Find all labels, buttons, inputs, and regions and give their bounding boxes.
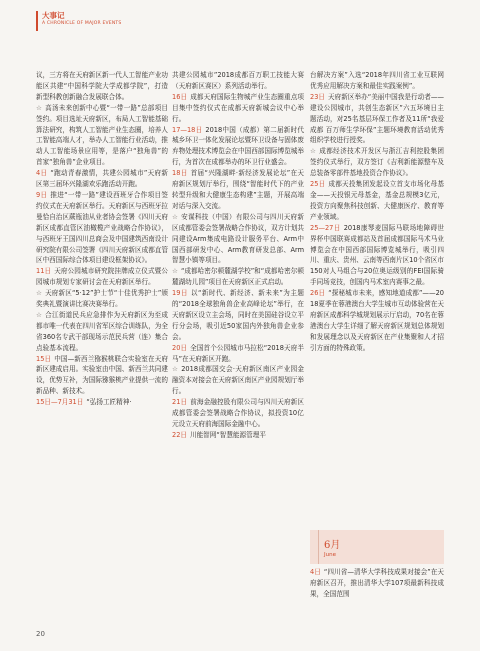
entry-date: 15日—7月31日 [36,398,84,407]
entry-text: 全国首个公园城市马拉松“2018天府半马”在天府新区开跑。 [172,343,304,363]
chronicle-entry [172,266,304,288]
entry-text: 2018中国（成都）第二届新时代城乡环卫一体化发展论坛暨环卫设备与固体废弃物处理技术博览会在中国西部国际博览城举行，为首次在成都举办的环卫行业盛会。 [172,125,305,167]
month-band [310,530,444,564]
month-band-rule [318,530,319,564]
chronicle-entry [310,70,444,92]
chronicle-entry [172,430,304,441]
entry-text: 合江街道民兵应急排作为天府新区为至成都市唯一代表在四川省军区综合训练队，为全省360名专武干部现场示范民兵营（连）集合点验基本流程。 [36,310,168,352]
entry-text: 成都天府国际生物城产业生态圈重点项目集中签约仪式在成都天府新城会议中心举行。 [172,92,305,123]
column-3 [310,70,444,354]
chronicle-entry [36,354,168,398]
entry-date: 20日 [172,343,188,352]
entry-text: 2018成都国交会·天府新区南区产业园金融资本对接会在天府新区南区产业园规划厅举行。 [172,365,304,396]
chronicle-entry [310,223,444,288]
chronicle-entry [310,179,444,223]
chronicle-entry [172,212,304,267]
chronicle-entry [36,190,168,266]
chronicle-entry [310,567,444,600]
same-day-star-icon: ☆ [36,310,43,319]
entry-text: “探秘城市未来，感知地道成都”——2018夏季在蓉港澳台大学生城市互动体验营在天府新区成都科学城规划展示厅启动，70名在蓉港澳台大学生详细了解天府新区规划总体规划和发展理念以及天府新区在产业集聚和人才招引方面的特殊政策。 [310,289,444,352]
entry-text: 成都天投集团发起设立首支市场化母基金——天投银元母基金，基金总规模3亿元，投资方向聚焦科技创新、大健康医疗、教育等产业领域。 [310,180,445,221]
column-3-june [310,567,444,600]
page-number: 20 [36,630,45,638]
chronicle-entry [36,70,168,103]
entry-text: 台解决方案”入选“2018年四川省工业互联网优秀应用解决方案和最佳实践案例”。 [310,71,444,90]
entry-text: 共建公园城市”2018成都百万职工技能大赛（天府新区赛区）系列活动举行。 [172,71,304,90]
entry-text: 2018康琴麦国际马联场地障碍世界杯中国联赛成都站及首届成都国际马术马业博览会在中国西部国际博览城举行，吸引四川、重庆、贵州、云南等西南片区10个省区市150对人马组合与20位奥运级别的FEI国际骑手同场竞技，创国内马术室内赛事之最。 [310,223,445,287]
entry-date: 22日 [172,430,187,439]
same-day-star-icon: ☆ [172,365,179,374]
entry-date: 11日 [36,267,52,276]
entry-date: 4日 [310,568,321,576]
column-2 [172,70,304,441]
same-day-star-icon: ☆ [36,289,43,298]
chronicle-entry [36,397,168,408]
header-subtitle: A CHRONICLE OF MAJOR EVENTS [42,21,122,26]
entry-text: 议，三方将在天府新区新一代人工智能产业功能区共建“中国科学院大学成都学院”，打造新型科教创新融合发展联合体。 [36,71,168,101]
entry-text: “四川省—清华大学科技成果对接会”在天府新区召开，推出清华大学107项最新科技成果，全国范围 [310,568,444,598]
entry-date: 17—18日 [172,125,203,134]
entry-text: 推进“一带一路”建设西班牙合作项目签约仪式在天府新区举行。天府新区与西班牙拉曼恰自治区蕨瓶油从业者协会签署《四川天府新区成都直管区油橄榄产业战略合作协议》，与西班牙王国四川总商会及中国建筑西南设计研究院有限公司签署《四川天府新区成都直管区中西国际综合体项目建设框架协议》。 [36,190,168,265]
month-label: 6月 [324,540,341,551]
entry-text: 天府新区举办“美丽中国我是行动者——建设公园城市，共创生态新区”六五环境日主题活动，对25名基层环保工作者及11所“我爱成都 百万师生学环保”主题环境教育活动优秀组织学校进行授奖。 [310,92,445,145]
same-day-star-icon: ☆ [310,147,317,156]
header-title: 大事记 [42,11,65,20]
entry-date: 21日 [172,398,188,407]
entry-text: 中国—新西兰猕猴桃联合实验室在天府新区建成启用。实验室由中国、新西兰共同建设，优势互补，为国际猕猴桃产业提供一流的新品种、新技术。 [36,354,169,396]
chronicle-entry [172,288,304,343]
entry-text: 川能智网“智慧能源管理平 [189,430,266,439]
entry-text: 成都经济技术开发区与浙江吉利控股集团签约仪式举行，双方签订《吉利新能源整车及总装备零部件基地投资合作协议》。 [310,147,445,178]
entry-date: 25—27日 [310,223,341,232]
chronicle-entry [310,146,444,179]
chronicle-entry [172,92,304,125]
entry-date: 16日 [172,92,188,101]
chronicle-entry [172,364,304,397]
chronicle-entry [172,397,304,430]
column-1 [36,70,168,408]
entry-text: 以“新时代、新经济、新未来”为主题的“2018全球独角兽企业高峰论坛”举行，在天府新区设立主会场，同时在美国硅谷设立平行分会场，吸引近50家国内外独角兽企业参会。 [172,289,304,341]
same-day-star-icon: ☆ [36,103,43,112]
entry-date: 9日 [36,190,48,199]
entry-date: 15日 [36,354,52,363]
chronicle-entry [36,288,168,310]
entry-text: 前海金融控股有限公司与四川天府新区成都管委会签署战略合作协议，拟投资10亿元设立天府前海国际金融中心。 [172,398,305,428]
chronicle-entry [310,288,444,353]
entry-text: 高汤未来创新中心暨“一带一路”总部项目签约。项目选址天府新区，布局人工智能基础算法研究，构筑人工智能产业生态圈，培养人工智能高端人才，举办人工智能行业活动，推动人工智能场景应用等，是落户“独角兽”的首家“独角兽”企业项目。 [36,103,168,167]
chronicle-entry [310,92,444,147]
chronicle-entry [36,266,168,288]
entry-date: 19日 [172,289,188,298]
entry-date: 25日 [310,180,326,189]
chronicle-entry [172,343,304,365]
same-day-star-icon: ☆ [172,267,178,276]
entry-text: 天府公园城市研究院挂牌成立仪式暨公园城市规划专家研讨会在天府新区举行。 [36,267,169,287]
entry-text: 首届“兴隆湖畔·新经济发展论坛”在天府新区规划厅举行，围绕“智能时代下的产业转型升级和大健康生态构建”主题，开展高端对话与深入交流。 [172,169,304,210]
chronicle-entry [36,168,168,190]
entry-date: 23日 [310,92,326,101]
chronicle-entry [172,168,304,212]
month-label-english: June [324,552,336,558]
entry-date: 26日 [310,289,326,298]
entry-text: “弘扬工匠精神· [86,398,132,407]
chronicle-entry [172,125,304,169]
entry-text: 天府新区“5·12”护士节“十佳优秀护士”颁奖典礼暨演讲比赛决赛举行。 [36,289,168,309]
entry-date: 4日 [36,169,48,178]
entry-date: 18日 [172,169,188,178]
chronicle-entry [172,70,304,92]
entry-text: 安谋科技（中国）有限公司与四川天府新区成都管委会签署战略合作协议，双方计划共同建设Arm集成电路设计服务平台、Arm中国西部研发中心、Arm教育研发总部、Arm智慧小镇等项目。 [172,212,304,265]
entry-text: “跑动青春激情，共建公园城市”天府新区第三届环兴隆湖欢乐跑活动开跑。 [36,169,168,189]
entry-text: “成都哈密尔顿麓湖学校”和“成都哈密尔顿麓湖幼儿园”项目在天府新区正式启动。 [172,267,304,287]
chronicle-entry [36,103,168,168]
chronicle-entry [36,310,168,354]
header-accent-bar [36,11,38,31]
same-day-star-icon: ☆ [172,212,179,221]
